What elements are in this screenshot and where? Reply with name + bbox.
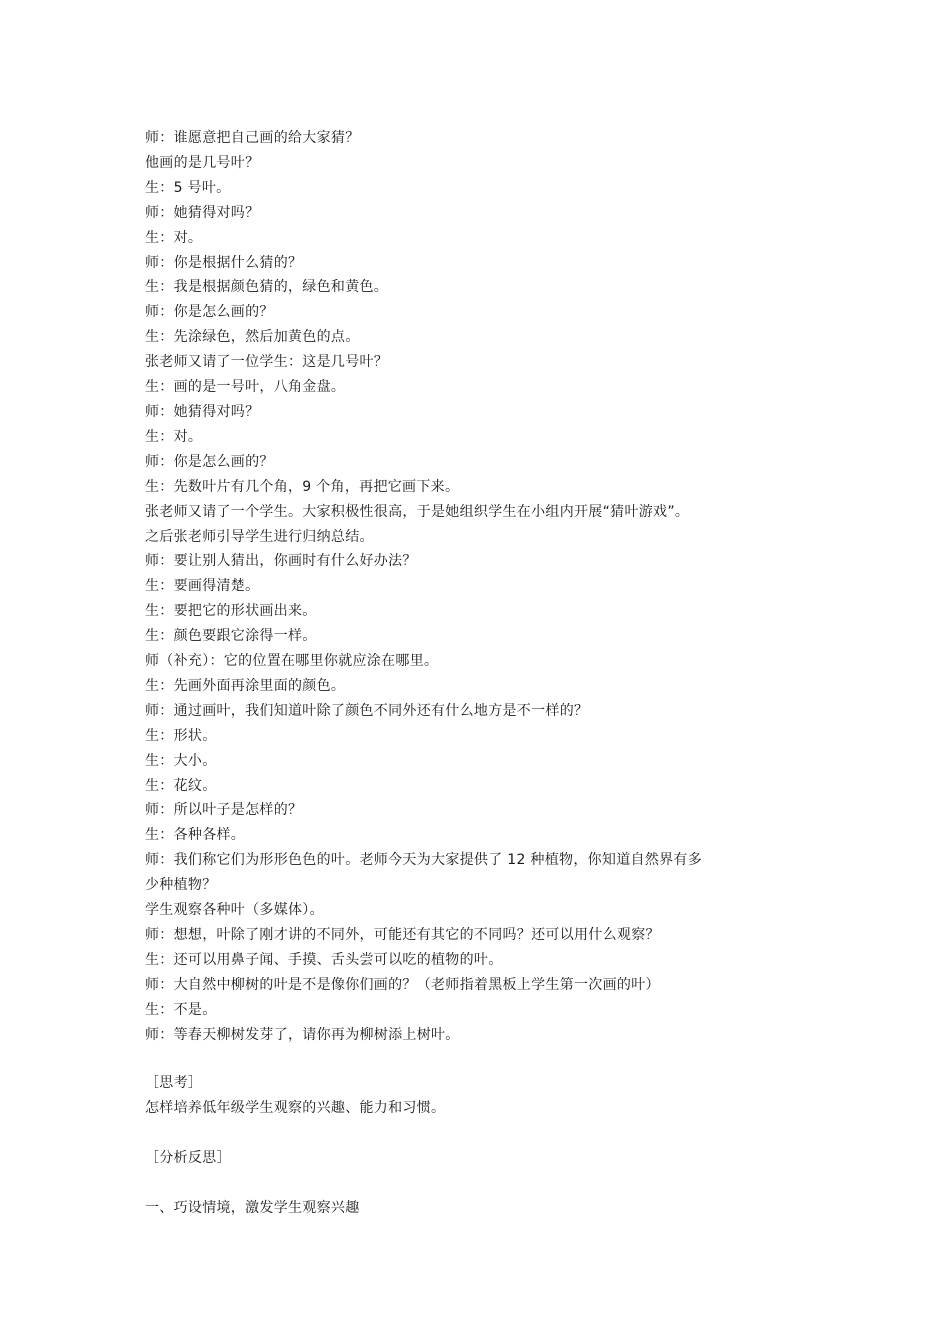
dialogue-transcript	[145, 126, 815, 1048]
think-question: 怎样培养低年级学生观察的兴趣、能力和习惯。	[145, 1099, 446, 1116]
dialogue-line: 师：你是怎么画的？	[145, 304, 274, 321]
dialogue-line: 生：先数叶片有几个角，9 个角，再把它画下来。	[145, 478, 460, 495]
dialogue-line: 生：不是。	[145, 1001, 217, 1018]
dialogue-line: 生：我是根据颜色猜的，绿色和黄色。	[145, 279, 389, 296]
dialogue-line: 生：各种各样。	[145, 827, 246, 844]
dialogue-line: 生：先画外面再涂里面的颜色。	[145, 677, 346, 694]
dialogue-line: 师：想想，叶除了刚才讲的不同外，可能还有其它的不同吗？还可以用什么观察？	[145, 927, 660, 943]
dialogue-line: 师：你是根据什么猜的？	[145, 254, 303, 271]
dialogue-line: 生：花纹。	[145, 777, 217, 794]
dialogue-line: 生：要把它的形状画出来。	[145, 603, 317, 620]
dialogue-line: 生：画的是一号叶，八角金盘。	[145, 379, 346, 396]
dialogue-line: 师：大自然中柳树的叶是不是像你们画的？（老师指着黑板上学生第一次画的叶）	[145, 976, 660, 993]
dialogue-line: 学生观察各种叶（多媒体）。	[145, 902, 324, 919]
dialogue-line: 师：她猜得对吗？	[145, 204, 260, 221]
dialogue-line: 师：要让别人猜出，你画时有什么好办法？	[145, 553, 417, 570]
dialogue-line: 生：对。	[145, 229, 203, 246]
dialogue-line: 生：还可以用鼻子闻、手摸、舌头尝可以吃的植物的叶。	[145, 951, 503, 968]
analysis-point-1: 一、巧设情境，激发学生观察兴趣	[145, 1200, 360, 1216]
dialogue-line: 师：她猜得对吗？	[145, 403, 260, 420]
dialogue-line: 生：颜色要跟它涂得一样。	[145, 628, 317, 645]
dialogue-line: 师：谁愿意把自己画的给大家猜？	[145, 130, 360, 146]
analysis-heading: ［分析反思］	[145, 1150, 231, 1166]
dialogue-line: 张老师又请了一个学生。大家积极性很高，于是她组织学生在小组内开展“猜叶游戏”。	[145, 503, 690, 520]
think-heading: ［思考］	[145, 1075, 203, 1091]
dialogue-line: 生：大小。	[145, 752, 217, 769]
dialogue-line: 生：形状。	[145, 727, 217, 744]
think-section	[145, 1071, 815, 1121]
dialogue-line: 生：5 号叶。	[145, 179, 231, 196]
dialogue-line: 他画的是几号叶？	[145, 154, 260, 171]
dialogue-line: 师：你是怎么画的？	[145, 453, 274, 470]
dialogue-line: 师：我们称它们为形形色色的叶。老师今天为大家提供了 12 种植物，你知道自然界有多	[145, 852, 703, 869]
dialogue-line: 生：先涂绿色，然后加黄色的点。	[145, 329, 360, 346]
dialogue-line: 张老师又请了一位学生：这是几号叶？	[145, 354, 389, 371]
dialogue-line: 之后张老师引导学生进行归纳总结。	[145, 528, 374, 545]
analysis-heading-block	[145, 1146, 815, 1171]
dialogue-line: 师：等春天柳树发芽了，请你再为柳树添上树叶。	[145, 1026, 460, 1043]
analysis-point-block	[145, 1196, 815, 1221]
dialogue-line: 师（补充）：它的位置在哪里你就应涂在哪里。	[145, 653, 439, 670]
dialogue-line: 生：对。	[145, 428, 203, 445]
dialogue-line: 师：所以叶子是怎样的？	[145, 802, 303, 819]
dialogue-line: 师：通过画叶，我们知道叶除了颜色不同外还有什么地方是不一样的？	[145, 702, 589, 719]
dialogue-line: 生：要画得清楚。	[145, 578, 260, 595]
dialogue-line: 少种植物？	[145, 877, 217, 894]
